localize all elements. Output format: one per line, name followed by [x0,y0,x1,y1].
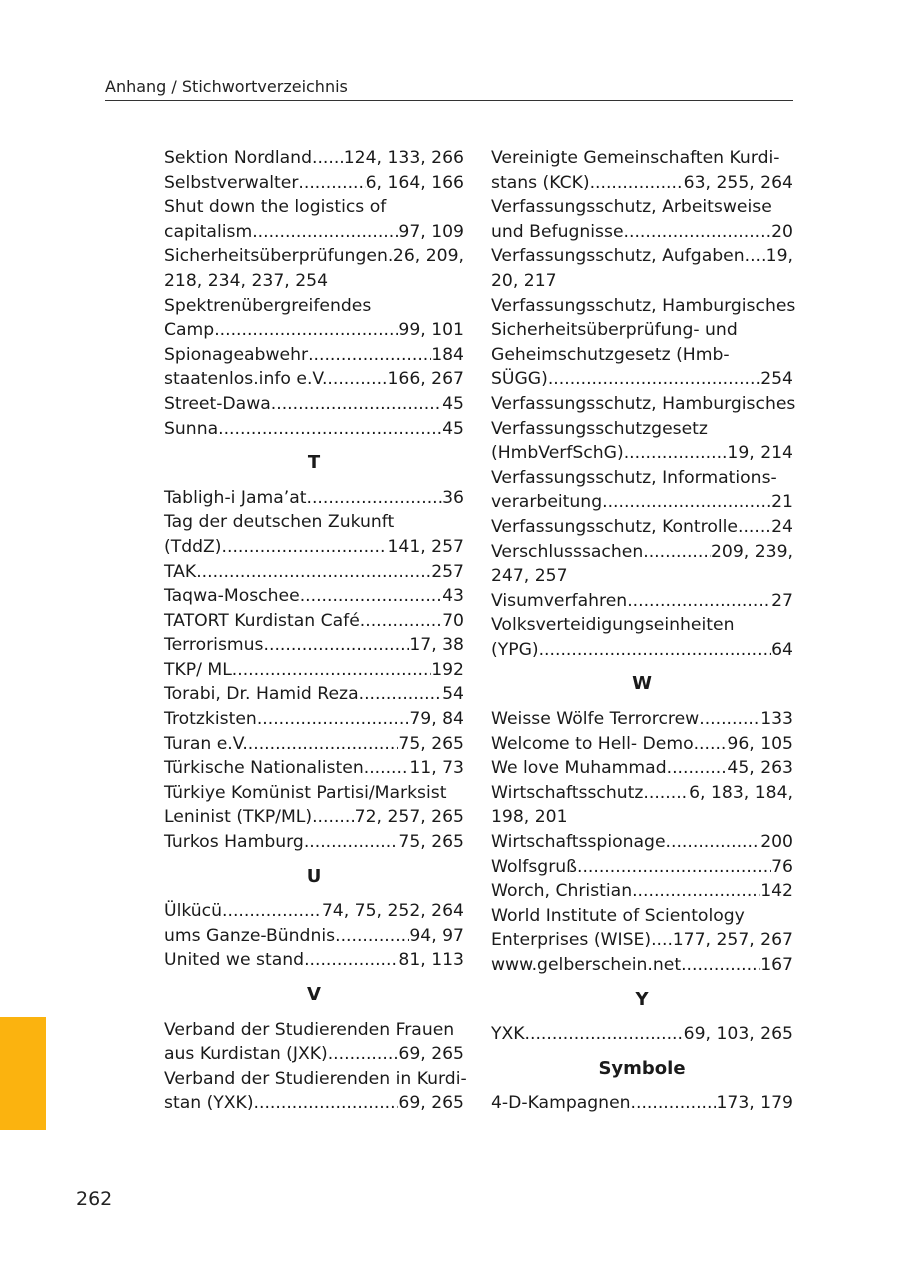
index-entry-line [491,441,793,466]
page-references: 17, 38 [409,635,464,656]
page-references: 69, 265 [398,1044,464,1065]
dot-leader [248,732,399,757]
index-term: Wirtschaftsschutz [491,782,644,803]
index-entry [164,367,464,392]
index-entry [491,904,793,953]
index-entry-line [491,781,793,806]
index-entry-line [164,171,464,196]
index-entry [164,195,464,244]
index-term: YXK [491,1024,525,1045]
index-entry-text: Tag der deutschen Zukunft [164,512,395,533]
dot-leader [307,486,443,511]
dot-leader [196,560,431,585]
index-entry [164,732,464,757]
dot-leader [624,441,728,466]
section-heading: V [307,984,321,1005]
dot-leader [681,953,760,978]
index-entry-line [164,805,464,830]
page-references: 184 [431,344,464,365]
dot-leader [232,658,431,683]
page-references: 63, 255, 264 [683,172,793,193]
header-rule [105,100,793,101]
index-entry-line [164,392,464,417]
index-entry [164,560,464,585]
index-entry-line [164,1042,464,1067]
page-references: 26, 209, [392,246,464,267]
index-entry [491,830,793,855]
index-entry-line [491,244,793,269]
page-references: 69, 103, 265 [683,1024,793,1045]
index-entry-text: Geheimschutzgesetz (Hmb- [491,344,730,365]
index-entry-line [164,367,464,392]
index-term: Turan e.V. [164,733,248,754]
dot-leader [300,584,442,609]
running-header: Anhang / Stichwortverzeichnis [105,77,348,96]
index-entry-line [164,732,464,757]
page-references: 43 [442,586,464,607]
page-references: 254 [760,369,793,390]
index-entry-text: Sicherheitsüberprüfung- und [491,320,738,341]
index-term: SÜGG) [491,369,548,390]
page-references: 70 [442,610,464,631]
page-references: 76 [771,856,793,877]
index-entry [164,924,464,949]
section-heading: W [632,673,652,695]
index-column-left [164,146,467,1116]
dot-leader [539,638,772,663]
index-entry-line [491,953,793,978]
dot-leader [643,540,711,565]
index-entry-line [491,220,793,245]
index-entry-text: Verfassungsschutz, Hamburgisches [491,393,796,414]
page-references: 94, 97 [409,925,464,946]
index-entry-text: 198, 201 [491,807,568,828]
index-entry [491,879,793,904]
dot-leader [643,781,689,806]
index-entry-text: Verband der Studierenden in Kurdi- [164,1068,467,1089]
index-entry-line [164,899,464,924]
page-references: 209, 239, [710,541,793,562]
index-term: staatenlos.info e.V. [164,369,328,390]
index-term: www.gelberschein.net [491,955,682,975]
index-entry-line [491,830,793,855]
index-entry-text: Verfassungsschutzgesetz [491,418,708,439]
page-references: 24 [771,516,793,537]
index-entry-line [164,924,464,949]
page-references: 74, 75, 252, 264 [321,901,464,922]
dot-leader [627,589,771,614]
index-entry-line [491,855,793,880]
dot-leader [666,830,761,855]
dot-leader [312,805,355,830]
dot-leader [222,899,322,924]
index-entry [164,417,464,442]
index-entry-text: Spektrenübergreifendes [164,295,372,316]
index-term: Torabi, Dr. Hamid Reza [164,684,359,705]
dot-leader [304,948,398,973]
index-entry-line [491,756,793,781]
page-references: 45 [442,418,464,439]
page-references: 45 [442,393,464,414]
index-entry [491,1091,793,1116]
page-references: 54 [442,684,464,705]
index-term: We love Muhammad [491,758,667,779]
index-entry-line [164,146,464,171]
index-term: Terrorismus [164,635,264,656]
index-entry [164,756,464,781]
dot-leader [364,756,410,781]
index-entry [164,781,464,830]
index-term: verarbeitung [491,492,603,513]
index-term: Visumverfahren [491,590,628,611]
index-term: Welcome to Hell- Demo [491,733,694,754]
dot-leader [602,490,771,515]
index-entry-text: Volksverteidigungseinheiten [491,615,735,636]
index-entry-text: Verfassungsschutz, Informations- [491,467,777,488]
index-entry-line [164,948,464,973]
page-references: 11, 73 [409,758,464,779]
index-entry-line [491,638,793,663]
index-entry [491,707,793,732]
index-term: 4-D-Kampagnen [491,1093,631,1114]
index-term: (HmbVerfSchG) [491,443,624,464]
index-term: stan (YXK) [164,1093,254,1114]
index-term: Turkos Hamburg [164,832,304,853]
index-entry [491,781,793,830]
index-entry-line [164,343,464,368]
page-references: 124, 133, 266 [343,148,464,168]
index-entry-line [164,707,464,732]
page-references: 45, 263 [727,758,793,779]
dot-leader [632,879,760,904]
index-term: Taqwa-Moschee [164,586,300,607]
dot-leader [667,756,728,781]
index-entry-text: Türkiye Komünist Partisi/Marksist [164,782,447,803]
index-entry-line [164,830,464,855]
dot-leader [699,707,760,732]
index-entry-line [164,1091,464,1116]
page-references: 75, 265 [398,733,464,754]
index-term: (YPG) [491,639,539,660]
index-entry [164,609,464,634]
page-references: 20 [771,221,793,242]
index-term: Street-Dawa [164,393,271,414]
index-entry [491,466,793,515]
index-entry [164,244,464,293]
index-entry-line [164,417,464,442]
index-entry [164,510,464,559]
index-entry [164,1067,467,1116]
dot-leader [525,1022,684,1047]
index-entry-line [164,756,464,781]
index-entry-line [164,584,464,609]
index-entry [491,392,796,466]
page-references: 257 [431,561,464,582]
index-entry [164,682,464,707]
page-references: 6, 183, 184, [689,782,793,803]
index-entry [164,294,464,343]
index-column-right [491,146,796,1116]
index-entry-text: 247, 257 [491,566,568,587]
index-entry [164,830,464,855]
index-entry-line [164,658,464,683]
index-term: Camp [164,320,215,341]
dot-leader [304,830,399,855]
index-term: Trotzkisten [164,709,257,730]
index-term: Ülkücü [164,901,223,922]
index-entry-line [491,879,793,904]
dot-leader [360,609,442,634]
index-entry-text: Verfassungsschutz, Arbeitsweise [491,197,772,218]
dot-leader [631,1091,717,1116]
index-entry [164,486,464,511]
page-references: 173, 179 [716,1093,793,1114]
index-entry-line [164,244,464,269]
index-entry-text: Verfassungsschutz, Hamburgisches [491,295,796,316]
page-references: 177, 257, 267 [672,930,793,951]
page-references: 21 [771,492,793,513]
index-entry [164,633,464,658]
index-entry [491,756,793,781]
index-entry [491,195,793,244]
index-term: stans (KCK) [491,172,590,193]
index-entry-text: 218, 234, 237, 254 [164,270,329,291]
page-references: 27 [771,590,793,611]
page-references: 200 [760,832,793,853]
index-term: TATORT Kurdistan Café [164,610,360,631]
dot-leader [218,417,442,442]
dot-leader [308,343,431,368]
index-term: Weisse Wölfe Terrorcrew [491,709,700,730]
page-references: 72, 257, 265 [354,807,464,828]
index-term: Leninist (TKP/ML) [164,807,313,828]
index-entry [491,146,793,195]
index-entry [491,1022,793,1047]
page-references: 69, 265 [398,1093,464,1114]
page-number: 262 [76,1188,113,1210]
index-term: Spionageabwehr [164,344,309,365]
index-entry-line [491,171,793,196]
index-entry-text: Vereinigte Gemeinschaften Kurdi- [491,148,780,168]
index-entry-line [491,732,793,757]
index-entry-line [491,928,793,953]
dot-leader [214,318,398,343]
page-references: 99, 101 [398,320,464,341]
dot-leader [548,367,760,392]
page-references: 96, 105 [727,733,793,754]
dot-leader [745,244,766,269]
dot-leader [264,633,410,658]
index-term: Selbstverwalter [164,172,299,193]
index-term: Verfassungsschutz, Aufgaben [491,246,745,267]
dot-leader [312,146,344,171]
index-entry [164,392,464,417]
index-entry [491,613,793,662]
page-references: 6, 164, 166 [365,172,464,193]
dot-leader [359,682,443,707]
dot-leader [271,392,442,417]
dot-leader [328,1042,399,1067]
dot-leader [298,171,365,196]
index-entry-line [164,220,464,245]
dot-leader [738,515,771,540]
dot-leader [624,220,772,245]
index-term: und Befugnisse [491,221,624,242]
index-entry-line [164,560,464,585]
dot-leader [651,928,673,953]
index-entry-line [491,540,793,565]
page-references: 64 [771,639,793,660]
index-entry [164,1018,464,1067]
index-term: Wolfsgruß [491,856,577,877]
page-references: 167 [760,955,793,975]
index-entry [491,589,793,614]
index-term: Verschlusssachen [491,541,644,562]
section-heading: U [306,865,322,887]
index-entry-line [164,609,464,634]
dot-leader [590,171,684,196]
page-references: 166, 267 [387,369,464,390]
page-references: 36 [442,487,464,508]
index-term: Enterprises (WISE) [491,930,652,951]
index-term: (TddZ) [164,536,222,557]
index-term: TAK [164,561,197,582]
dot-leader [577,855,771,880]
page-references: 81, 113 [398,950,464,971]
dot-leader [254,1091,399,1116]
chapter-tab-marker [0,1017,46,1130]
index-entry [164,584,464,609]
index-term: aus Kurdistan (JXK) [164,1044,328,1065]
index-entry [491,540,793,589]
index-entry [164,707,464,732]
dot-leader [257,707,410,732]
index-term: Verfassungsschutz, Kontrolle [491,516,738,537]
page-references: 19, [765,246,793,267]
index-term: Wirtschaftsspionage [491,832,666,853]
index-term: Worch, Christian [491,881,633,902]
index-entry [491,855,793,880]
index-entry-text: Verband der Studierenden Frauen [164,1019,455,1040]
index-entry [491,953,793,978]
index-entry-line [491,707,793,732]
section-heading: Y [635,988,649,1010]
index-entry [164,343,464,368]
index-entry [491,244,793,293]
index-entry [164,171,464,196]
index-term: Tabligh-i Jama’at [164,487,307,508]
dot-leader [327,367,387,392]
index-term: capitalism [164,221,253,242]
index-term: Sektion Nordland [164,148,312,168]
index-entry-line [491,1022,793,1047]
index-term: ums Ganze-Bündnis [164,925,336,946]
index-entry [164,899,464,924]
index-entry-line [164,535,464,560]
index-entry-line [164,682,464,707]
dot-leader [694,732,728,757]
index-entry [164,948,464,973]
page-references: 75, 265 [398,832,464,853]
index-entry [164,658,464,683]
index-term: Türkische Nationalisten [164,758,364,779]
dot-leader [252,220,398,245]
index-entry-line [491,490,793,515]
index-entry-line [491,515,793,540]
page-references: 133 [760,709,793,730]
index-term: Sunna [164,418,219,439]
section-heading: T [307,452,321,474]
index-entry-line [491,589,793,614]
page-references: 19, 214 [727,443,793,464]
index-entry [491,294,796,392]
index-entry-line [164,633,464,658]
index-term: United we stand [164,950,305,971]
index-entry-text: 20, 217 [491,270,557,291]
dot-leader [222,535,388,560]
page-references: 141, 257 [387,536,464,557]
index-entry [164,146,464,171]
index-entry-line [491,1091,793,1116]
index-entry [491,732,793,757]
dot-leader [335,924,409,949]
page-references: 79, 84 [409,709,464,730]
section-heading: Symbole [598,1057,686,1079]
index-entry [491,515,793,540]
page-references: 142 [760,881,793,902]
index-entry-text: Shut down the logistics of [164,197,387,218]
index-entry-line [164,486,464,511]
page-references: 192 [431,659,464,680]
page-references: 97, 109 [398,221,464,242]
index-term: Sicherheitsüberprüfungen [164,246,388,267]
index-entry-line [164,318,464,343]
index-entry-line [491,367,793,392]
index-entry-text: World Institute of Scientology [491,905,745,926]
index-term: TKP/ ML [164,659,232,680]
